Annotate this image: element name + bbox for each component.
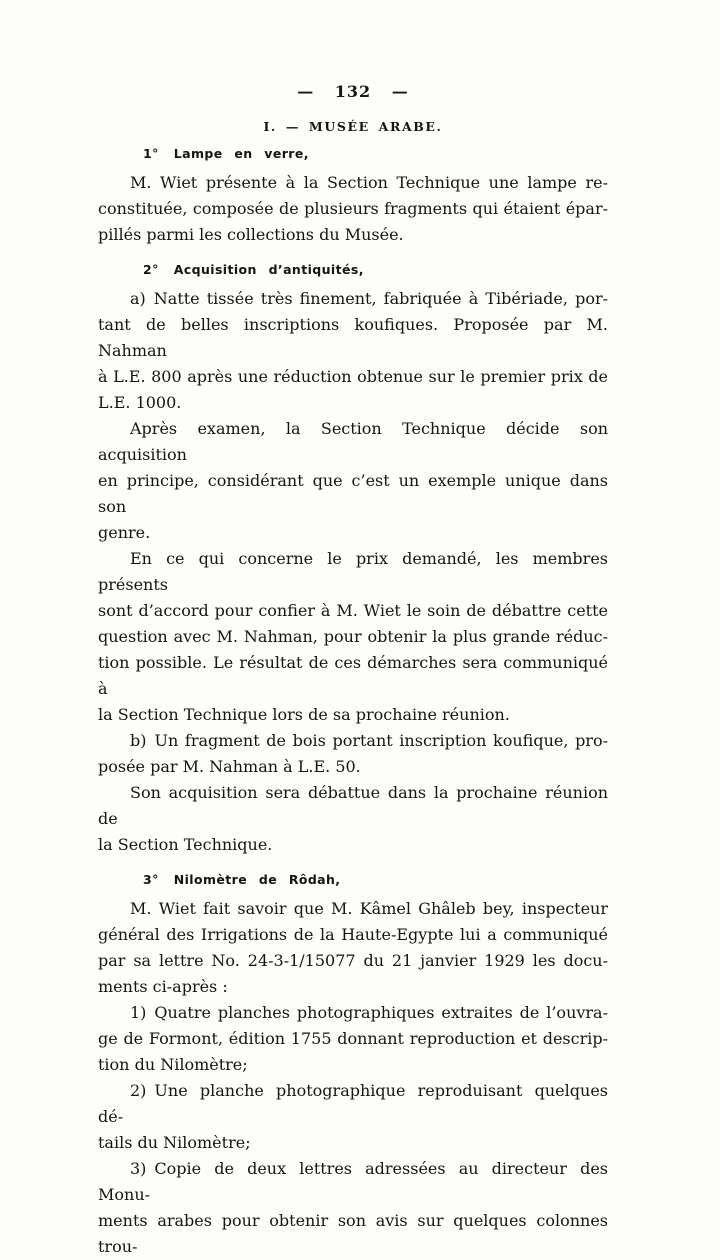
- text-line: par sa lettre No. 24-3-1/15077 du 21 janvier 1929 les docu-: [98, 951, 608, 970]
- text-line: M. Wiet présente à la Section Technique une lampe re-: [130, 173, 608, 192]
- text-line: 3) Copie de deux lettres adressées au directeur des Monu-: [98, 1159, 608, 1204]
- page-number: — 132 —: [297, 82, 409, 101]
- text-line: M. Wiet fait savoir que M. Kâmel Ghâleb bey, inspecteur: [130, 899, 608, 918]
- paragraph: [98, 1156, 608, 1260]
- subheading-title: Acquisition d’antiquités,: [173, 262, 364, 277]
- subheading: [98, 257, 608, 283]
- text-line: Son acquisition sera débattue dans la prochaine réunion de: [98, 783, 608, 828]
- subheading-number: 3°: [143, 872, 159, 887]
- text-line: ments arabes pour obtenir son avis sur quelques colonnes trou-: [98, 1211, 608, 1256]
- paragraph: [98, 416, 608, 546]
- text-line: tant de belles inscriptions koufiques. Proposée par M. Nahman: [98, 315, 608, 360]
- text-line: En ce qui concerne le prix demandé, les membres présents: [98, 549, 608, 594]
- paragraph: [98, 1078, 608, 1156]
- text-line: en principe, considérant que c’est un exemple unique dans son: [98, 471, 608, 516]
- paragraph: [98, 170, 608, 248]
- text-line: tails du Nilomètre;: [98, 1133, 251, 1152]
- text-line: 1) Quatre planches photographiques extraites de l’ouvra-: [130, 1003, 608, 1022]
- text-line: ments ci-après :: [98, 977, 228, 996]
- text-line: pillés parmi les collections du Musée.: [98, 225, 404, 244]
- text-line: tion possible. Le résultat de ces démarches sera communiqué à: [98, 653, 608, 698]
- text-line: ge de Formont, édition 1755 donnant reproduction et descrip-: [98, 1029, 608, 1048]
- subheading: [98, 867, 608, 893]
- text-line: constituée, composée de plusieurs fragments qui étaient épar-: [98, 199, 608, 218]
- paragraph: [98, 728, 608, 780]
- subheading-title: Lampe en verre,: [173, 146, 309, 161]
- paragraph: [98, 780, 608, 858]
- text-line: tion du Nilomètre;: [98, 1055, 248, 1074]
- text-line: a) Natte tissée très finement, fabriquée à Tibériade, por-: [130, 289, 608, 308]
- subheading-number: 1°: [143, 146, 159, 161]
- subheading-number: 2°: [143, 262, 159, 277]
- text-line: 2) Une planche photographique reproduisant quelques dé-: [98, 1081, 608, 1126]
- text-line: posée par M. Nahman à L.E. 50.: [98, 757, 361, 776]
- text-line: Après examen, la Section Technique décide son acquisition: [98, 419, 608, 464]
- paragraph: [98, 896, 608, 1000]
- paragraph: [98, 286, 608, 416]
- text-line: question avec M. Nahman, pour obtenir la plus grande réduc-: [98, 627, 608, 646]
- paragraph: [98, 546, 608, 728]
- text-line: général des Irrigations de la Haute-Egypte lui a communiqué: [98, 925, 608, 944]
- text-line: sont d’accord pour confier à M. Wiet le soin de débattre cette: [98, 601, 608, 620]
- text-line: b) Un fragment de bois portant inscription koufique, pro-: [130, 731, 608, 750]
- page-content: [98, 141, 608, 1260]
- subheading: [98, 141, 608, 167]
- subheading-title: Nilomètre de Rôdah,: [173, 872, 341, 887]
- text-line: L.E. 1000.: [98, 393, 182, 412]
- section-heading: I. — MUSÉE ARABE.: [263, 119, 443, 134]
- text-line: la Section Technique lors de sa prochaine réunion.: [98, 705, 510, 724]
- text-line: genre.: [98, 523, 151, 542]
- paragraph: [98, 1000, 608, 1078]
- text-line: la Section Technique.: [98, 835, 273, 854]
- text-line: à L.E. 800 après une réduction obtenue sur le premier prix de: [98, 367, 608, 386]
